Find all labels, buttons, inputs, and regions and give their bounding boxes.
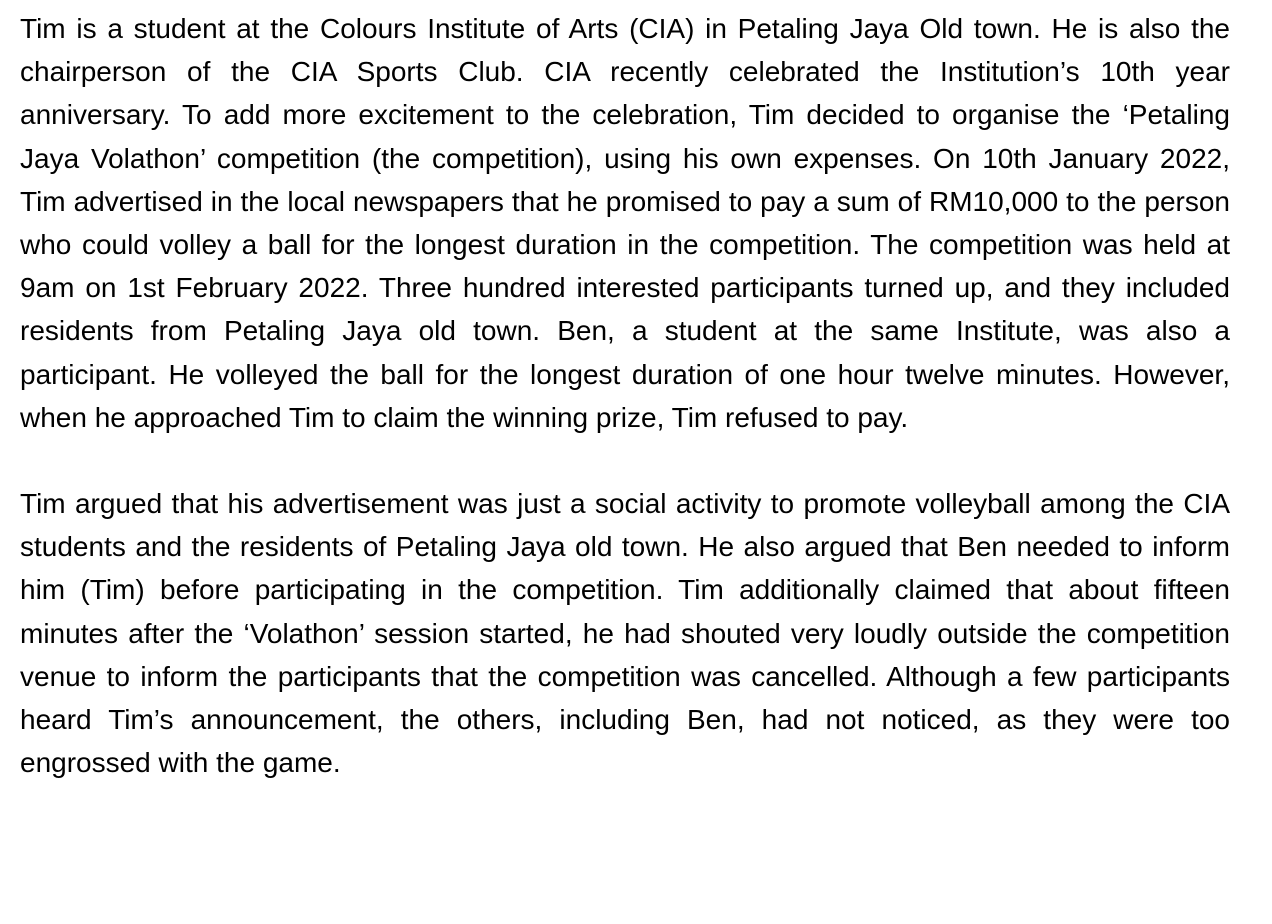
document-body [20,7,1230,784]
paragraph-spacer [20,439,1230,482]
paragraph-arguments: Tim argued that his advertisement was just a social activity to promote volleyball among the CIA students and the residents of Petaling Jaya old town. He also argued that Ben needed to inform him (Tim) before participating in the competition. Tim additionally claimed that about fifteen minutes after the ‘Volathon’ session started, he had shouted very loudly outside the competition venue to inform the participants that the competition was cancelled. Although a few participants heard Tim’s announcement, the others, including Ben, had not noticed, as they were too engrossed with the game. [20,488,1230,779]
paragraph-facts: Tim is a student at the Colours Institute of Arts (CIA) in Petaling Jaya Old town. He is also the chairperson of the CIA Sports Club. CIA recently celebrated the Institution’s 10th year anniversary. To add more excitement to the celebration, Tim decided to organise the ‘Petaling Jaya Volathon’ competition (the competition), using his own expenses. On 10th January 2022, Tim advertised in the local newspapers that he promised to pay a sum of RM10,000 to the person who could volley a ball for the longest duration in the competition. The competition was held at 9am on 1st February 2022. Three hundred interested participants turned up, and they included residents from Petaling Jaya old town. Ben, a student at the same Institute, was also a participant. He volleyed the ball for the longest duration of one hour twelve minutes. However, when he approached Tim to claim the winning prize, Tim refused to pay. [20,13,1230,433]
